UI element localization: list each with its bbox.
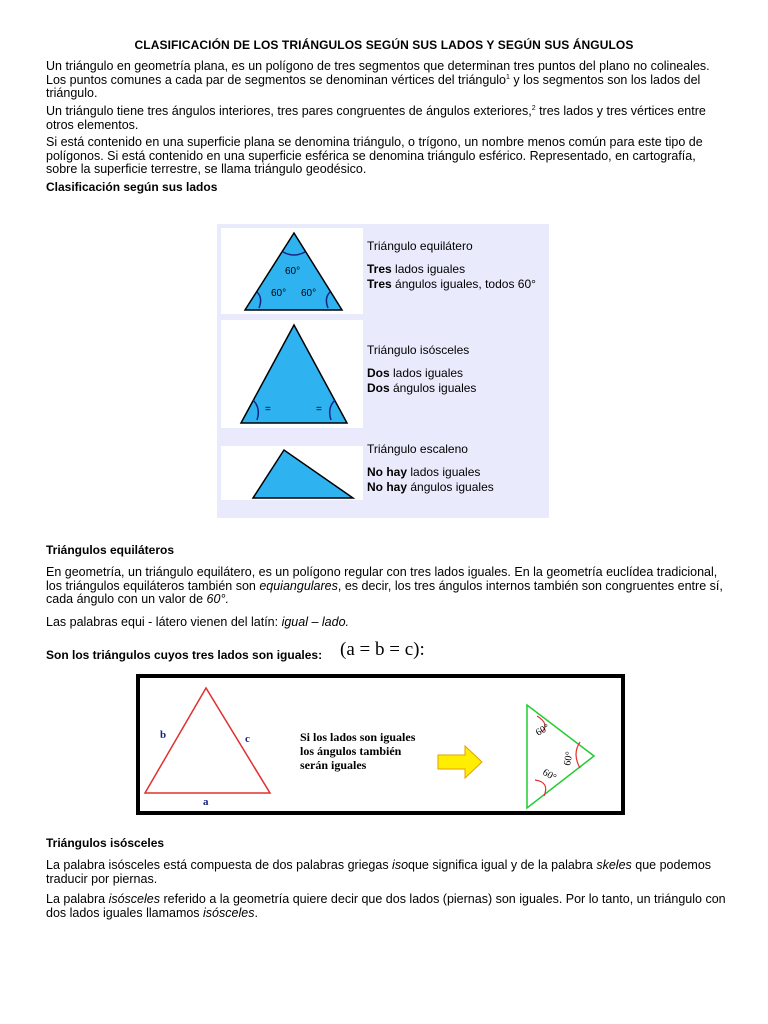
text-line bbox=[367, 465, 549, 480]
angle-label: 60° bbox=[301, 288, 317, 299]
text-span: ángulos iguales bbox=[389, 381, 477, 395]
text-span: lados iguales bbox=[389, 366, 464, 380]
text-line bbox=[367, 262, 549, 277]
text-span: ángulos iguales bbox=[407, 480, 494, 494]
equal-angle-mark: = bbox=[265, 404, 271, 415]
italic-term: equiangulares bbox=[259, 578, 338, 593]
text-line bbox=[46, 580, 736, 594]
figure-text: serán iguales bbox=[300, 758, 367, 772]
equilateral-paragraph-1 bbox=[46, 566, 736, 607]
text-span: lados iguales bbox=[407, 465, 481, 479]
isosceles-description bbox=[367, 343, 549, 396]
text-span: tres lados y tres vértices entre bbox=[535, 104, 706, 118]
angle-label: 60° bbox=[271, 288, 287, 299]
text-span: lados iguales bbox=[391, 262, 466, 276]
triangle-name: Triángulo escaleno bbox=[367, 442, 468, 456]
equilateral-heading: Triángulos equiláteros bbox=[46, 543, 175, 557]
text-span: que significa igual y de la palabra bbox=[408, 858, 597, 872]
text-span: , es decir, los tres ángulos internos también son congruentes entre sí, bbox=[337, 578, 723, 593]
intro-paragraph-2 bbox=[46, 105, 736, 132]
text-span: los triángulos equiláteros también son bbox=[46, 578, 260, 593]
text-span: Un triángulo tiene tres ángulos interiores, tres pares congruentes de ángulos exteriores, bbox=[46, 104, 532, 118]
text-line bbox=[367, 381, 549, 396]
side-label-b: b bbox=[160, 729, 167, 741]
arrow-icon bbox=[438, 746, 482, 778]
scalene-description bbox=[367, 442, 549, 495]
text-line: polígonos. Si está contenido en una superficie esférica se denomina triángulo esférico. Representado, en cartografía, bbox=[46, 148, 696, 163]
text-line: Un triángulo en geometría plana, es un polígono de tres segmentos que determinan tres puntos del plano no colineales. bbox=[46, 59, 710, 73]
triangle-name: Triángulo isósceles bbox=[367, 343, 470, 357]
isosceles-paragraph-1 bbox=[46, 859, 736, 886]
text-span: La palabra bbox=[46, 892, 109, 906]
figure-text: los ángulos también bbox=[300, 744, 402, 758]
intro-paragraph-1 bbox=[46, 60, 736, 101]
equilateral-triangle-icon bbox=[221, 228, 363, 314]
text-line bbox=[46, 907, 736, 921]
text-line bbox=[46, 893, 736, 907]
bold-word: Tres bbox=[367, 262, 392, 276]
text-line bbox=[367, 366, 549, 381]
angle-label: 60° bbox=[562, 750, 576, 767]
text-span: ángulos iguales, todos 60° bbox=[391, 277, 536, 291]
text-line bbox=[46, 105, 736, 119]
bold-word: Tres bbox=[367, 277, 392, 291]
text-span: y los segmentos son los lados del bbox=[509, 72, 701, 87]
angle-label: 60° bbox=[534, 722, 552, 739]
equal-angle-mark: = bbox=[316, 404, 322, 415]
isosceles-paragraph-2 bbox=[46, 893, 736, 920]
text-span: Los puntos comunes a cada par de segmentos se denominan vértices del triángulo bbox=[46, 72, 507, 87]
text-line bbox=[367, 277, 549, 292]
text-line bbox=[46, 593, 736, 607]
footnote-ref: 1 bbox=[506, 73, 510, 81]
bold-word: No hay bbox=[367, 480, 408, 494]
italic-term: 60°. bbox=[206, 592, 229, 606]
text-line: sobre la superficie terrestre, se llama triángulo geodésico. bbox=[46, 162, 367, 176]
equilateral-paragraph-2 bbox=[46, 616, 736, 630]
equilateral-image bbox=[221, 228, 363, 314]
isosceles-heading: Triángulos isósceles bbox=[46, 836, 165, 850]
angle-label: 60° bbox=[540, 767, 559, 784]
bold-word: Dos bbox=[367, 366, 390, 380]
isosceles-image bbox=[221, 320, 363, 428]
italic-term: iso bbox=[392, 858, 409, 872]
green-triangle bbox=[527, 705, 594, 808]
angle-label: 60° bbox=[285, 266, 301, 277]
text-span: La palabra isósceles está compuesta de dos palabras griegas bbox=[46, 858, 393, 872]
text-span: cada ángulo con un valor de bbox=[46, 592, 207, 606]
scalene-image bbox=[221, 446, 363, 500]
footnote-ref: 2 bbox=[531, 105, 536, 112]
side-label-c: c bbox=[245, 733, 250, 745]
side-label-a: a bbox=[203, 796, 209, 808]
formula: (a = b = c): bbox=[340, 639, 425, 660]
triangle-name: Triángulo equilátero bbox=[367, 239, 473, 253]
sides-heading: Clasificación según sus lados bbox=[46, 180, 218, 194]
italic-term: igual – lado. bbox=[281, 615, 349, 629]
classification-table bbox=[217, 224, 549, 518]
italic-term: isósceles bbox=[108, 892, 160, 906]
page-title: CLASIFICACIÓN DE LOS TRIÁNGULOS SEGÚN SUS LADOS Y SEGÚN SUS ÁNGULOS bbox=[134, 38, 634, 52]
text-span: . bbox=[254, 905, 258, 920]
equilateral-figure-drawing bbox=[140, 678, 621, 811]
scalene-triangle-icon bbox=[221, 446, 363, 500]
text-line: triángulo. bbox=[46, 86, 98, 100]
italic-term: isósceles bbox=[203, 905, 255, 920]
italic-term: skeles bbox=[596, 858, 632, 872]
text-line: otros elementos. bbox=[46, 117, 139, 132]
equilateral-description bbox=[367, 239, 549, 292]
bold-word: Dos bbox=[367, 381, 390, 395]
text-line bbox=[46, 74, 736, 88]
text-span: referido a la geometría quiere decir que dos lados (piernas) son iguales. Por lo tanto, un triángulo con bbox=[159, 892, 726, 906]
isosceles-triangle-icon bbox=[221, 320, 363, 428]
bold-word: No hay bbox=[367, 465, 408, 479]
equilateral-figure bbox=[136, 674, 625, 815]
figure-text: Si los lados son iguales bbox=[300, 730, 416, 744]
text-span: Las palabras equi - látero vienen del latín: bbox=[46, 615, 282, 629]
intro-paragraph-3 bbox=[46, 136, 736, 177]
text-span: que podemos bbox=[631, 858, 712, 872]
text-line: En geometría, un triángulo equilátero, es un polígono regular con tres lados iguales. En la geometría euclídea tradicional, bbox=[46, 565, 718, 579]
text-line: Si está contenido en una superficie plana se denomina triángulo, o trígono, un nombre menos común para este tipo de bbox=[46, 135, 703, 149]
text-line: traducir por piernas. bbox=[46, 871, 158, 886]
text-line bbox=[367, 480, 549, 495]
text-line bbox=[46, 859, 736, 873]
text-span: dos lados iguales llamamos bbox=[46, 905, 204, 920]
text-span: Son los triángulos cuyos tres lados son iguales: bbox=[46, 648, 323, 662]
